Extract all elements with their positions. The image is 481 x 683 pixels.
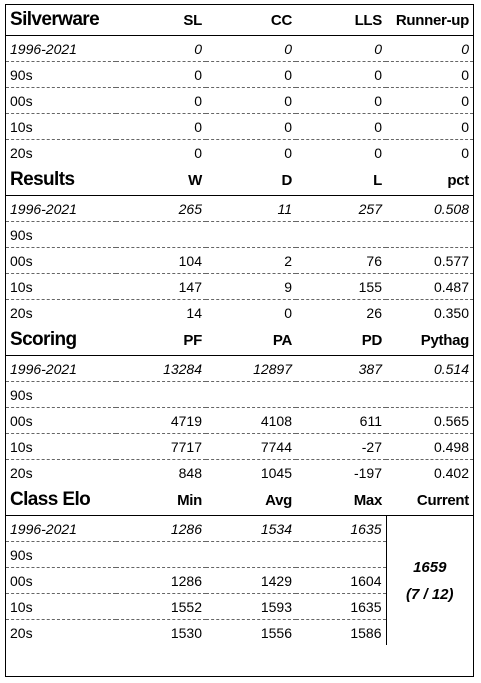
col-d: D [206, 165, 296, 196]
cell: 7717 [116, 434, 206, 460]
cell: 1045 [206, 460, 296, 486]
cell: 0 [206, 114, 296, 140]
row-label: 00s [6, 568, 116, 594]
table-row [6, 356, 473, 382]
stats-card [5, 4, 474, 677]
table-row [6, 248, 473, 274]
row-label: 00s [6, 248, 116, 274]
col-w: W [116, 165, 206, 196]
cell: 7744 [206, 434, 296, 460]
table-row [6, 140, 473, 166]
col-pd: PD [296, 325, 386, 356]
cell: 0.514 [433, 360, 469, 377]
results-title: Results [6, 165, 116, 196]
col-pa: PA [206, 325, 296, 356]
silverware-header [6, 5, 473, 36]
col-min: Min [116, 485, 206, 516]
table-row [6, 460, 473, 486]
table-row [6, 274, 473, 300]
cell [206, 222, 296, 248]
cell: 4108 [206, 408, 296, 434]
cell: 0 [284, 40, 292, 57]
row-label: 1996-2021 [10, 520, 77, 537]
row-label: 00s [6, 408, 116, 434]
cell: 0 [386, 140, 473, 166]
cell: 1534 [260, 520, 292, 537]
row-label: 20s [6, 460, 116, 486]
row-label: 10s [6, 274, 116, 300]
row-label: 90s [6, 382, 116, 408]
cell: 257 [358, 200, 382, 217]
cell: 1286 [116, 568, 206, 594]
cell: 12897 [253, 360, 292, 377]
cell: 1556 [206, 620, 296, 646]
cell [116, 382, 206, 408]
cell: 611 [296, 408, 386, 434]
col-pythag: Pythag [386, 325, 473, 356]
cell [116, 542, 206, 568]
cell: 147 [116, 274, 206, 300]
cell: 0.565 [386, 408, 473, 434]
cell: 1286 [170, 520, 202, 537]
row-label: 1996-2021 [10, 200, 77, 217]
cell: 0 [116, 62, 206, 88]
table-row [6, 434, 473, 460]
table-row [6, 300, 473, 326]
table-row [6, 88, 473, 114]
cell: 1552 [116, 594, 206, 620]
cell: 1586 [296, 620, 386, 646]
cell: 0.487 [386, 274, 473, 300]
cell: 0 [374, 40, 382, 57]
table-row [6, 36, 473, 62]
col-pf: PF [116, 325, 206, 356]
cell: 0.498 [386, 434, 473, 460]
cell [386, 222, 473, 248]
cell: 0 [206, 88, 296, 114]
cell: 4719 [116, 408, 206, 434]
row-label: 00s [6, 88, 116, 114]
stats-table [6, 5, 473, 645]
cell: 0 [116, 140, 206, 166]
silverware-title: Silverware [6, 5, 116, 36]
table-row [6, 408, 473, 434]
cell: 9 [206, 274, 296, 300]
cell: 155 [296, 274, 386, 300]
cell: 104 [116, 248, 206, 274]
scoring-header [6, 325, 473, 356]
cell [296, 382, 386, 408]
row-label: 1996-2021 [10, 40, 77, 57]
row-label: 90s [6, 62, 116, 88]
col-cc: CC [206, 5, 296, 36]
cell: 26 [296, 300, 386, 326]
cell: 0.577 [386, 248, 473, 274]
row-label: 20s [6, 620, 116, 646]
row-label: 10s [6, 434, 116, 460]
col-l: L [296, 165, 386, 196]
cell: 0 [206, 300, 296, 326]
cell [206, 542, 296, 568]
cell [296, 222, 386, 248]
cell: 2 [206, 248, 296, 274]
cell: 0 [206, 62, 296, 88]
cell: 0 [296, 140, 386, 166]
table-row [6, 62, 473, 88]
table-row [6, 196, 473, 222]
row-label: 10s [6, 114, 116, 140]
current-elo-cell [386, 516, 473, 646]
results-header [6, 165, 473, 196]
cell: 0.402 [386, 460, 473, 486]
cell: 0.350 [386, 300, 473, 326]
cell: 387 [358, 360, 382, 377]
col-lls: LLS [296, 5, 386, 36]
col-current: Current [386, 485, 473, 516]
row-label: 10s [6, 594, 116, 620]
cell: 1635 [296, 594, 386, 620]
cell: 0 [194, 40, 202, 57]
current-elo-value: 1659 [413, 558, 447, 576]
cell: 1635 [350, 520, 382, 537]
col-runner-up: Runner-up [386, 5, 473, 36]
table-row [6, 516, 473, 542]
table-row [6, 222, 473, 248]
row-label: 90s [6, 222, 116, 248]
cell: 14 [116, 300, 206, 326]
cell: 848 [116, 460, 206, 486]
row-label: 20s [6, 300, 116, 326]
row-label: 1996-2021 [10, 360, 77, 377]
cell: 1604 [296, 568, 386, 594]
cell [116, 222, 206, 248]
cell: 0.508 [433, 200, 469, 217]
cell [386, 382, 473, 408]
table-row [6, 382, 473, 408]
col-pct: pct [386, 165, 473, 196]
cell: 0 [296, 114, 386, 140]
current-elo-rank: (7 / 12) [405, 585, 454, 603]
cell: -27 [296, 434, 386, 460]
cell: 0 [386, 88, 473, 114]
cell: -197 [296, 460, 386, 486]
cell: 0 [116, 88, 206, 114]
cell: 1593 [206, 594, 296, 620]
cell: 265 [178, 200, 202, 217]
cell: 13284 [163, 360, 202, 377]
cell: 76 [296, 248, 386, 274]
cell: 0 [296, 88, 386, 114]
col-sl: SL [116, 5, 206, 36]
cell: 0 [386, 62, 473, 88]
cell: 0 [116, 114, 206, 140]
scoring-title: Scoring [6, 325, 116, 356]
elo-title: Class Elo [6, 485, 116, 516]
elo-header [6, 485, 473, 516]
col-max: Max [296, 485, 386, 516]
cell: 0 [296, 62, 386, 88]
cell: 0 [461, 40, 469, 57]
cell [206, 382, 296, 408]
cell: 1429 [206, 568, 296, 594]
row-label: 20s [6, 140, 116, 166]
cell: 0 [206, 140, 296, 166]
cell: 11 [277, 200, 292, 217]
cell [296, 542, 386, 568]
row-label: 90s [6, 542, 116, 568]
cell: 1530 [116, 620, 206, 646]
table-row [6, 114, 473, 140]
cell: 0 [386, 114, 473, 140]
col-avg: Avg [206, 485, 296, 516]
